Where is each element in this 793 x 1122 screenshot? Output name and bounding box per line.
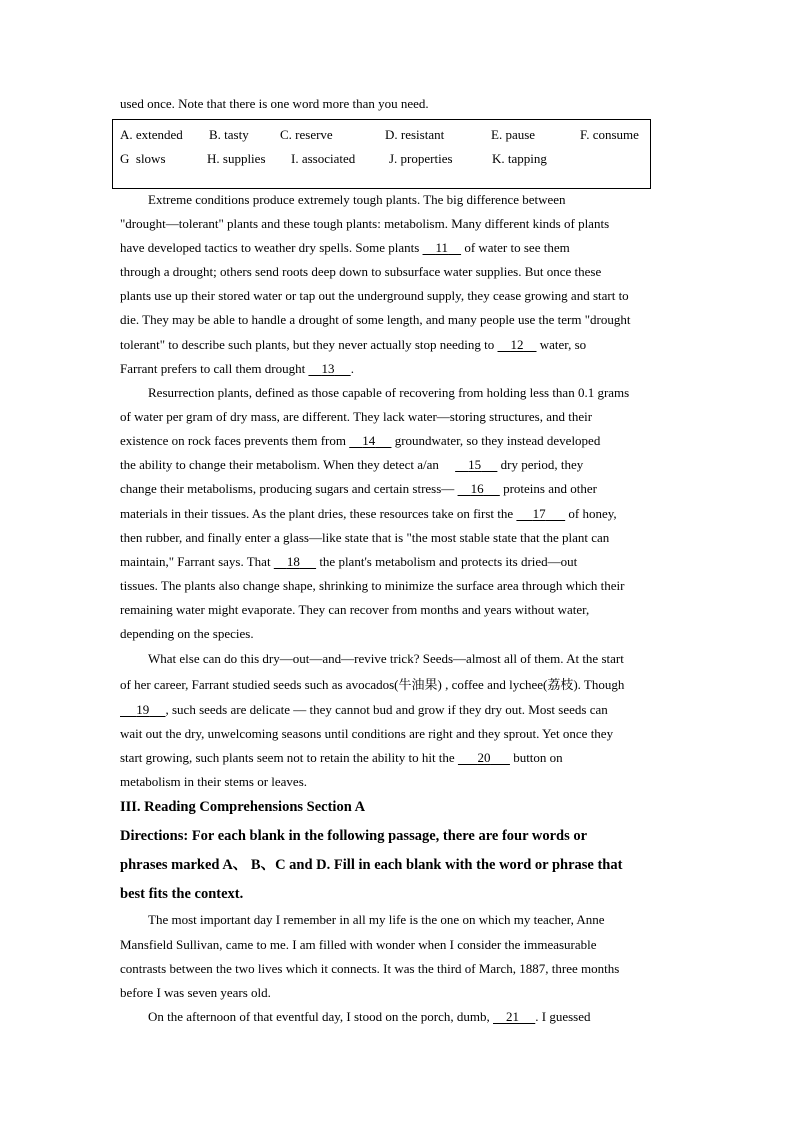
p1-line-6: die. They may be able to handle a drought of some length, and many people use the term "drought: [120, 312, 631, 327]
blank-12: 12: [510, 337, 524, 352]
p2-line-8: maintain," Farrant says. That 18 the plant's metabolism and protects its dried—out: [120, 554, 578, 569]
p4-line-1: The most important day I remember in all my life is the one on which my teacher, Anne: [148, 912, 605, 927]
p2-line-11: depending on the species.: [120, 626, 254, 641]
p1-line-2: "drought—tolerant" plants and these tough plants: metabolism. Many different kinds of plants: [120, 216, 610, 231]
option-g: G slows: [120, 151, 166, 166]
blank-18: 18: [286, 554, 300, 569]
p1-line-3: have developed tactics to weather dry spells. Some plants 11 of water to see them: [120, 240, 570, 255]
p2-line-7: then rubber, and finally enter a glass—like state that is "the most stable state that the plant can: [120, 530, 610, 545]
directions-line-3: best fits the context.: [120, 886, 244, 902]
blank-15: 15: [468, 457, 482, 472]
blank-21: 21: [506, 1009, 520, 1024]
option-j: J. properties: [389, 151, 453, 166]
blank-14: 14: [362, 433, 376, 448]
option-c: C. reserve: [280, 127, 333, 142]
option-b: B. tasty: [209, 127, 249, 142]
p1-line-1: Extreme conditions produce extremely tough plants. The big difference between: [148, 192, 566, 207]
p4-line-4: before I was seven years old.: [120, 985, 271, 1000]
p1-line-5: plants use up their stored water or tap out the underground supply, they cease growing and start to: [120, 288, 629, 303]
p2-line-4: the ability to change their metabolism. When they detect a/an 15 dry period, they: [120, 457, 584, 472]
p3-line-1: What else can do this dry—out—and—revive trick? Seeds—almost all of them. At the start: [148, 651, 624, 666]
p2-line-9: tissues. The plants also change shape, shrinking to minimize the surface area through which their: [120, 578, 625, 593]
p2-line-1: Resurrection plants, defined as those capable of recovering from holding less than 0.1 grams: [148, 385, 630, 400]
p3-line-2: of her career, Farrant studied seeds such as avocados(牛油果) , coffee and lychee(荔枝). Though: [120, 677, 625, 692]
p2-line-10: remaining water might evaporate. They can recover from months and years without water,: [120, 602, 590, 617]
p3-line-6: metabolism in their stems or leaves.: [120, 774, 308, 789]
option-k: K. tapping: [492, 151, 547, 166]
blank-11: 11: [435, 240, 449, 255]
directions-line-2: phrases marked A、 B、C and D. Fill in each blank with the word or phrase that: [120, 857, 623, 873]
option-f: F. consume: [580, 127, 639, 142]
p1-line-8: Farrant prefers to call them drought 13 .: [120, 361, 354, 376]
blank-19: 19: [136, 702, 150, 717]
p2-line-3: existence on rock faces prevents them from 14 groundwater, so they instead developed: [120, 433, 601, 448]
option-d: D. resistant: [385, 127, 445, 142]
p2-line-5: change their metabolisms, producing sugars and certain stress— 16 proteins and other: [120, 481, 597, 496]
blank-20: 20: [477, 750, 491, 765]
option-h: H. supplies: [207, 151, 266, 166]
word-bank-box: [112, 119, 651, 189]
p3-line-3: 19 , such seeds are delicate — they cannot bud and grow if they dry out. Most seeds can: [120, 702, 608, 718]
p1-line-4: through a drought; others send roots deep down to subsurface water supplies. But once these: [120, 264, 602, 279]
option-i: I. associated: [291, 151, 356, 166]
option-a: A. extended: [120, 127, 183, 142]
instructions-line: used once. Note that there is one word more than you need.: [120, 96, 429, 111]
directions-line-1: Directions: For each blank in the following passage, there are four words or: [120, 828, 588, 844]
section-heading: III. Reading Comprehensions Section A: [120, 799, 366, 815]
p2-line-6: materials in their tissues. As the plant dries, these resources take on first the 17 of honey,: [120, 506, 617, 521]
p4-line-2: Mansfield Sullivan, came to me. I am filled with wonder when I consider the immeasurable: [120, 937, 597, 952]
p5-line-1: On the afternoon of that eventful day, I stood on the porch, dumb, 21 . I guessed: [148, 1009, 591, 1024]
p4-line-3: contrasts between the two lives which it connects. It was the third of March, 1887, three months: [120, 961, 620, 976]
blank-13: 13: [321, 361, 335, 376]
blank-16: 16: [470, 481, 484, 496]
p3-line-4: wait out the dry, unwelcoming seasons until conditions are right and they sprout. Yet once they: [120, 726, 614, 741]
p2-line-2: of water per gram of dry mass, are different. They lack water—storing structures, and their: [120, 409, 593, 424]
option-e: E. pause: [491, 127, 536, 142]
p3-line-5: start growing, such plants seem not to retain the ability to hit the 20 button on: [120, 750, 563, 765]
blank-17: 17: [532, 506, 546, 521]
p1-line-7: tolerant" to describe such plants, but they never actually stop needing to 12 water, so: [120, 337, 587, 352]
